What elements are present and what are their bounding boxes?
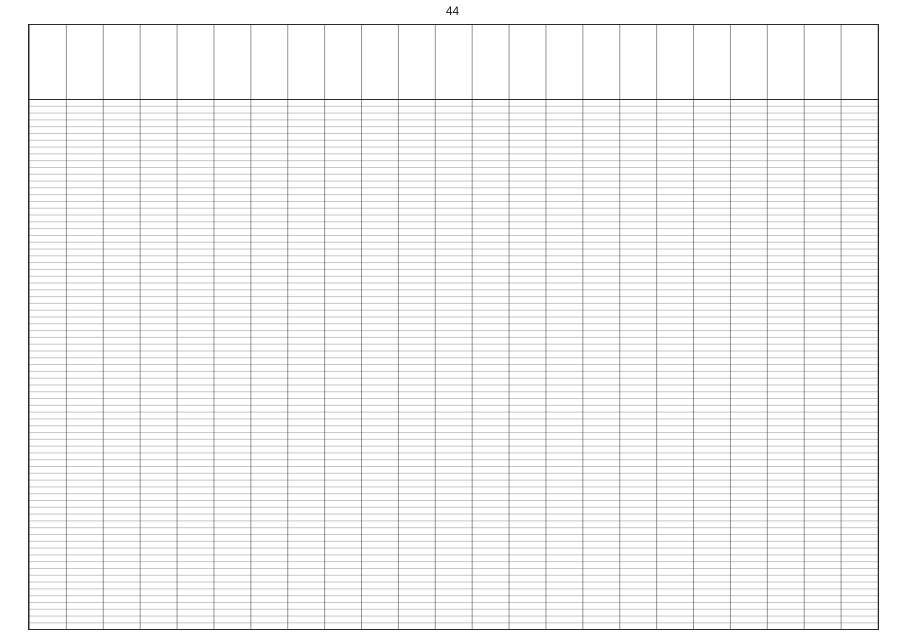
register-table xyxy=(28,24,879,630)
table-header xyxy=(29,25,878,100)
page-number: 44 xyxy=(445,4,460,18)
